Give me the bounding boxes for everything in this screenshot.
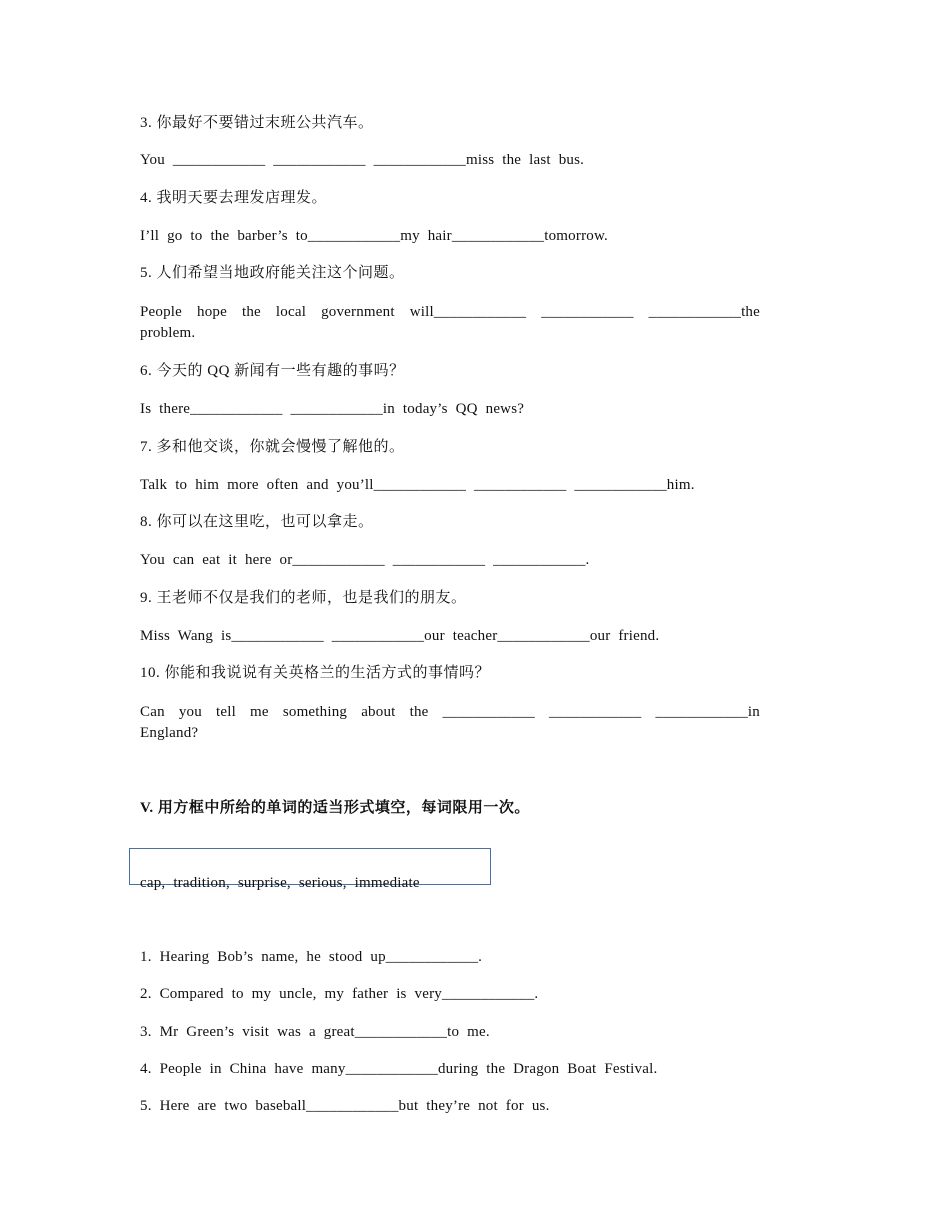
question-3-chinese: 3. 你最好不要错过末班公共汽车。 (140, 115, 374, 131)
question-5-english: People hope the local government will____________ ____________ ____________the problem. (140, 304, 760, 341)
word-box-words: cap, tradition, surprise, serious, immediate (140, 875, 420, 891)
fill-item-4: 4. People in China have many____________during the Dragon Boat Festival. (140, 1061, 658, 1077)
fill-item-3: 3. Mr Green’s visit was a great____________to me. (140, 1024, 490, 1040)
question-10-english: Can you tell me something about the ____________ ____________ ____________in England? (140, 704, 760, 741)
question-4-chinese: 4. 我明天要去理发店理发。 (140, 190, 328, 206)
question-9-chinese: 9. 王老师不仅是我们的老师，也是我们的朋友。 (140, 590, 467, 606)
section-v-heading: V. 用方框中所给的单词的适当形式填空，每词限用一次。 (140, 800, 530, 816)
question-8-english: You can eat it here or____________ ____________ ____________. (140, 552, 590, 568)
question-6-english: Is there____________ ____________in today’s QQ news? (140, 401, 525, 417)
question-8-chinese: 8. 你可以在这里吃，也可以拿走。 (140, 514, 374, 530)
question-3-english: You ____________ ____________ ____________miss the last bus. (140, 152, 585, 168)
question-6-chinese: 6. 今天的 QQ 新闻有一些有趣的事吗？ (140, 363, 405, 379)
question-7-chinese: 7. 多和他交谈，你就会慢慢了解他的。 (140, 439, 405, 455)
fill-item-2: 2. Compared to my uncle, my father is very____________. (140, 986, 539, 1002)
question-9-english: Miss Wang is____________ ____________our teacher____________our friend. (140, 628, 660, 644)
fill-item-1: 1. Hearing Bob’s name, he stood up____________. (140, 949, 483, 965)
fill-item-5: 5. Here are two baseball____________but they’re not for us. (140, 1098, 550, 1114)
question-10-chinese: 10. 你能和我说说有关英格兰的生活方式的事情吗？ (140, 665, 491, 681)
question-7-english: Talk to him more often and you’ll____________ ____________ ____________him. (140, 477, 695, 493)
question-5-chinese: 5. 人们希望当地政府能关注这个问题。 (140, 265, 405, 281)
question-4-english: I’ll go to the barber’s to____________my hair____________tomorrow. (140, 228, 608, 244)
